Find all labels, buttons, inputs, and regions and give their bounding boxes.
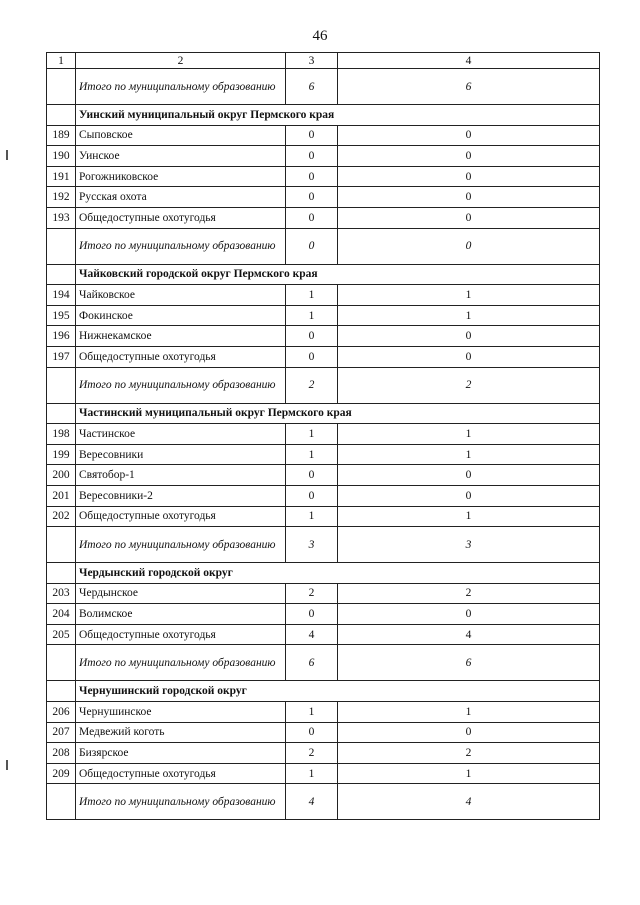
table-row	[47, 583, 600, 604]
total-row	[47, 645, 600, 681]
value-col4: 0	[338, 346, 600, 367]
table-row	[47, 604, 600, 625]
value-col4: 0	[338, 326, 600, 347]
table-row	[47, 285, 600, 306]
value-col4: 0	[338, 207, 600, 228]
row-number: 203	[47, 583, 76, 604]
value-col3: 0	[286, 207, 338, 228]
row-number	[47, 228, 76, 264]
value-col4: 1	[338, 285, 600, 306]
hunting-ground-name: Вересовники-2	[76, 485, 286, 506]
hunting-ground-name: Общедоступные охотугодья	[76, 624, 286, 645]
hunting-ground-name: Общедоступные охотугодья	[76, 763, 286, 784]
value-col3: 1	[286, 305, 338, 326]
hunting-grounds-table	[46, 52, 600, 820]
table-row	[47, 424, 600, 445]
table-row	[47, 326, 600, 347]
value-col3: 0	[286, 187, 338, 208]
value-col4: 0	[338, 465, 600, 486]
total-row	[47, 784, 600, 820]
hunting-ground-name: Святобор-1	[76, 465, 286, 486]
column-number: 2	[76, 53, 286, 69]
column-number-row	[47, 53, 600, 69]
value-col3: 2	[286, 743, 338, 764]
hunting-ground-name: Итого по муниципальному образованию	[76, 784, 286, 820]
row-number	[47, 69, 76, 105]
hunting-ground-name: Фокинское	[76, 305, 286, 326]
value-col3: 3	[286, 527, 338, 563]
row-number: 193	[47, 207, 76, 228]
hunting-ground-name: Итого по муниципальному образованию	[76, 527, 286, 563]
table-row	[47, 506, 600, 527]
value-col4: 0	[338, 166, 600, 187]
hunting-ground-name: Чайковское	[76, 285, 286, 306]
value-col3: 1	[286, 285, 338, 306]
row-number: 191	[47, 166, 76, 187]
total-row	[47, 367, 600, 403]
table-row	[47, 146, 600, 167]
row-number: 201	[47, 485, 76, 506]
row-number: 209	[47, 763, 76, 784]
hunting-ground-name: Уинское	[76, 146, 286, 167]
table-row	[47, 305, 600, 326]
table-row	[47, 624, 600, 645]
value-col3: 1	[286, 506, 338, 527]
value-col3: 0	[286, 722, 338, 743]
value-col4: 1	[338, 763, 600, 784]
table-row	[47, 702, 600, 723]
section-title: Уинский муниципальный округ Пермского края	[76, 105, 600, 126]
value-col4: 3	[338, 527, 600, 563]
hunting-ground-name: Волимское	[76, 604, 286, 625]
value-col4: 0	[338, 125, 600, 146]
column-number: 3	[286, 53, 338, 69]
value-col3: 0	[286, 125, 338, 146]
value-col4: 1	[338, 506, 600, 527]
row-number	[47, 367, 76, 403]
hunting-ground-name: Общедоступные охотугодья	[76, 346, 286, 367]
hunting-ground-name: Чердынское	[76, 583, 286, 604]
value-col3: 4	[286, 624, 338, 645]
section-title: Чернушинский городской округ	[76, 681, 600, 702]
row-number: 204	[47, 604, 76, 625]
section-blank-cell	[47, 563, 76, 584]
value-col3: 4	[286, 784, 338, 820]
row-number: 198	[47, 424, 76, 445]
total-row	[47, 228, 600, 264]
hunting-ground-name: Чернушинское	[76, 702, 286, 723]
table-row	[47, 166, 600, 187]
page-number: 46	[312, 28, 328, 44]
section-header-row	[47, 681, 600, 702]
value-col3: 2	[286, 367, 338, 403]
value-col3: 1	[286, 702, 338, 723]
section-header-row	[47, 105, 600, 126]
value-col3: 0	[286, 326, 338, 347]
table-row	[47, 465, 600, 486]
hunting-ground-name: Итого по муниципальному образованию	[76, 367, 286, 403]
table-row	[47, 207, 600, 228]
row-number: 199	[47, 444, 76, 465]
row-number: 200	[47, 465, 76, 486]
value-col4: 6	[338, 645, 600, 681]
row-number: 189	[47, 125, 76, 146]
section-header-row	[47, 563, 600, 584]
value-col4: 2	[338, 367, 600, 403]
value-col4: 6	[338, 69, 600, 105]
section-title: Частинский муниципальный округ Пермского края	[76, 403, 600, 424]
hunting-ground-name: Общедоступные охотугодья	[76, 207, 286, 228]
section-title: Чердынский городской округ	[76, 563, 600, 584]
value-col4: 1	[338, 702, 600, 723]
section-blank-cell	[47, 681, 76, 702]
column-number: 1	[47, 53, 76, 69]
value-col3: 2	[286, 583, 338, 604]
total-row	[47, 527, 600, 563]
value-col4: 4	[338, 624, 600, 645]
value-col3: 6	[286, 69, 338, 105]
row-number: 206	[47, 702, 76, 723]
hunting-ground-name: Рогожниковское	[76, 166, 286, 187]
value-col3: 0	[286, 485, 338, 506]
value-col3: 6	[286, 645, 338, 681]
table-row	[47, 743, 600, 764]
value-col4: 0	[338, 722, 600, 743]
value-col4: 0	[338, 228, 600, 264]
table-row	[47, 763, 600, 784]
value-col4: 1	[338, 424, 600, 445]
table-row	[47, 125, 600, 146]
value-col4: 2	[338, 583, 600, 604]
table-row	[47, 444, 600, 465]
table-row	[47, 485, 600, 506]
value-col4: 0	[338, 187, 600, 208]
table-row	[47, 346, 600, 367]
row-number: 195	[47, 305, 76, 326]
section-blank-cell	[47, 264, 76, 285]
hunting-ground-name: Бизярское	[76, 743, 286, 764]
hunting-ground-name: Общедоступные охотугодья	[76, 506, 286, 527]
column-number: 4	[338, 53, 600, 69]
scan-margin-mark	[6, 150, 8, 160]
value-col3: 0	[286, 465, 338, 486]
row-number: 208	[47, 743, 76, 764]
value-col3: 0	[286, 166, 338, 187]
value-col4: 0	[338, 604, 600, 625]
value-col3: 0	[286, 604, 338, 625]
hunting-ground-name: Медвежий коготь	[76, 722, 286, 743]
section-title: Чайковский городской округ Пермского края	[76, 264, 600, 285]
row-number: 202	[47, 506, 76, 527]
value-col3: 0	[286, 146, 338, 167]
value-col4: 0	[338, 485, 600, 506]
value-col4: 0	[338, 146, 600, 167]
section-header-row	[47, 403, 600, 424]
hunting-ground-name: Нижнекамское	[76, 326, 286, 347]
value-col4: 2	[338, 743, 600, 764]
value-col4: 1	[338, 444, 600, 465]
table-row	[47, 722, 600, 743]
hunting-ground-name: Итого по муниципальному образованию	[76, 69, 286, 105]
row-number	[47, 527, 76, 563]
value-col3: 0	[286, 228, 338, 264]
table-row	[47, 187, 600, 208]
row-number: 197	[47, 346, 76, 367]
hunting-ground-name: Сыповское	[76, 125, 286, 146]
value-col3: 1	[286, 424, 338, 445]
row-number: 194	[47, 285, 76, 306]
value-col4: 4	[338, 784, 600, 820]
scan-margin-mark	[6, 760, 8, 770]
row-number	[47, 784, 76, 820]
section-header-row	[47, 264, 600, 285]
value-col3: 1	[286, 763, 338, 784]
total-row	[47, 69, 600, 105]
row-number	[47, 645, 76, 681]
section-blank-cell	[47, 403, 76, 424]
hunting-ground-name: Итого по муниципальному образованию	[76, 228, 286, 264]
row-number: 207	[47, 722, 76, 743]
value-col4: 1	[338, 305, 600, 326]
hunting-ground-name: Итого по муниципальному образованию	[76, 645, 286, 681]
hunting-ground-name: Русская охота	[76, 187, 286, 208]
row-number: 205	[47, 624, 76, 645]
row-number: 192	[47, 187, 76, 208]
value-col3: 1	[286, 444, 338, 465]
row-number: 196	[47, 326, 76, 347]
value-col3: 0	[286, 346, 338, 367]
section-blank-cell	[47, 105, 76, 126]
row-number: 190	[47, 146, 76, 167]
hunting-ground-name: Частинское	[76, 424, 286, 445]
hunting-ground-name: Вересовники	[76, 444, 286, 465]
